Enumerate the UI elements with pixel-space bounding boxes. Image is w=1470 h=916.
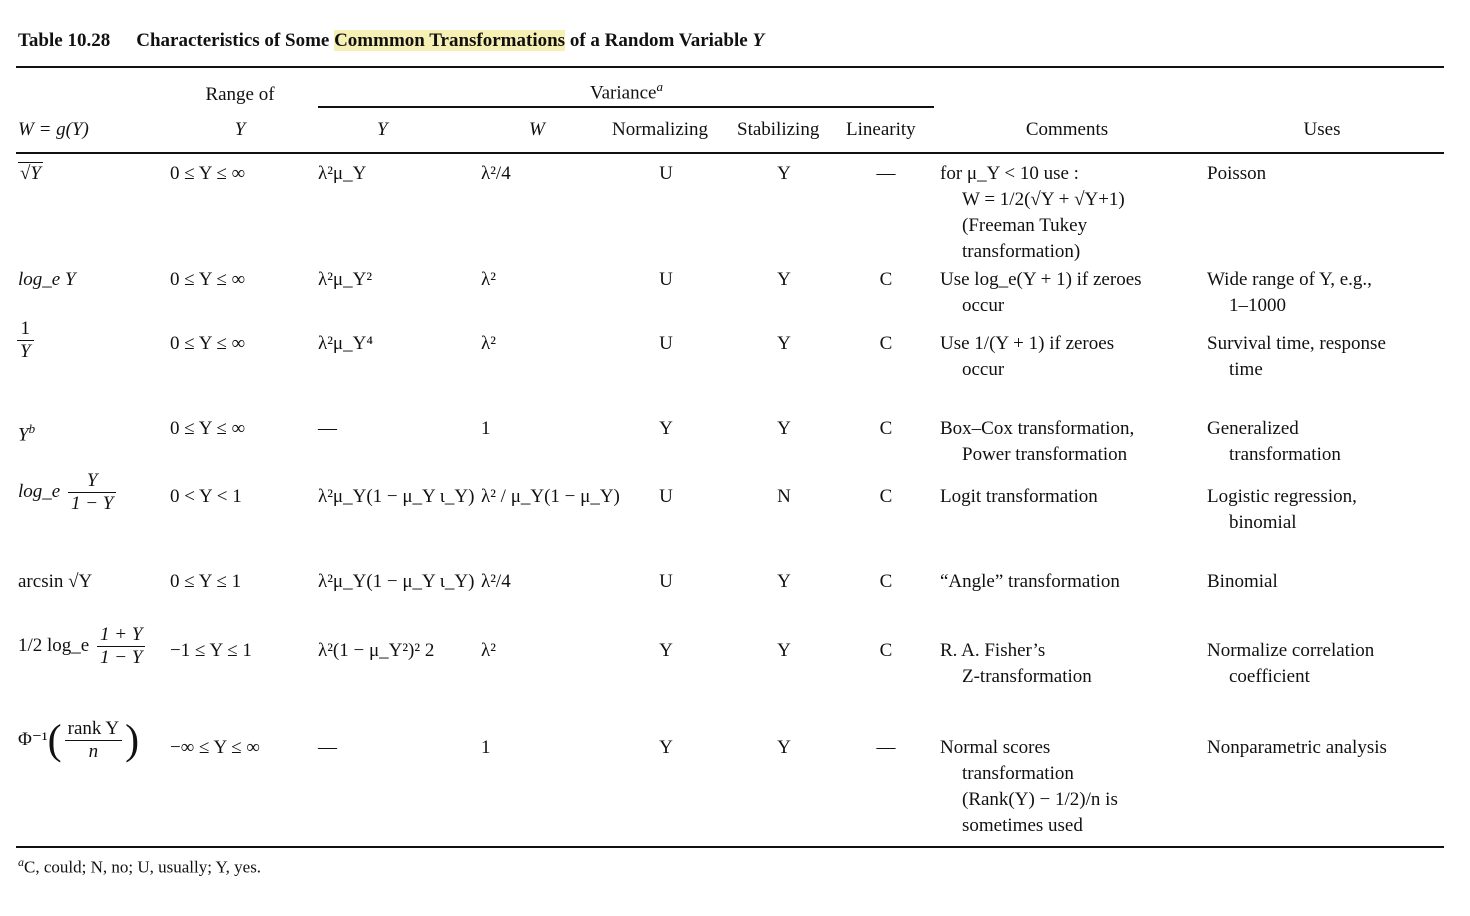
row-4-var-y: —	[318, 418, 337, 439]
transform-phi-prefix: Φ⁻¹	[18, 728, 48, 750]
use-line: Logistic regression,	[1207, 486, 1357, 507]
header-range-top: Range of	[205, 84, 275, 105]
table-caption	[18, 30, 764, 52]
right-paren-glyph: )	[125, 717, 140, 764]
header-range-bottom: Y	[234, 119, 246, 140]
caption-highlight: Commmon Transformations	[334, 30, 566, 51]
row-8-uses	[1207, 735, 1443, 761]
row-3-stabilizing: Y	[777, 333, 791, 354]
footnote	[18, 855, 261, 878]
row-7-linearity: C	[879, 640, 893, 661]
row-8-var-w: 1	[481, 737, 491, 758]
row-5-normalizing: U	[659, 486, 673, 507]
header-bottom-rule	[16, 152, 1444, 154]
row-6-uses	[1207, 569, 1443, 595]
use-line: binomial	[1229, 512, 1297, 533]
caption-title-end: of a Random Variable	[565, 30, 753, 51]
header-variance-group	[590, 74, 663, 106]
left-paren-glyph: (	[47, 717, 62, 764]
row-6-stabilizing: Y	[777, 571, 791, 592]
row-8-normalizing: Y	[659, 737, 673, 758]
row-7-uses	[1207, 638, 1443, 690]
row-1-var-y: λ²μ_Y	[318, 163, 367, 184]
row-7-normalizing: Y	[659, 640, 673, 661]
row-2-var-y: λ²μ_Y²	[318, 269, 373, 290]
row-1-comments	[940, 161, 1200, 265]
transform-logit-prefix: log_e	[18, 480, 61, 502]
row-3-comments	[940, 331, 1200, 383]
row-8-comments	[940, 735, 1200, 839]
header-variance-label: Variance	[590, 82, 657, 104]
header-linearity: Linearity	[846, 119, 916, 140]
comment-line: Z-transformation	[962, 666, 1092, 687]
transform-arcsin: arcsin √Y	[18, 571, 93, 592]
row-5-var-y: λ²μ_Y(1 − μ_Y ι_Y)	[318, 486, 475, 507]
row-2-stabilizing: Y	[777, 269, 791, 290]
row-4-uses	[1207, 416, 1443, 468]
transform-logit-num: Y	[68, 470, 116, 493]
row-5-var-w: λ² / μ_Y(1 − μ_Y)	[481, 486, 620, 507]
caption-title-start: Characteristics of Some	[136, 30, 335, 51]
row-7-range: −1 ≤ Y ≤ 1	[170, 640, 252, 661]
use-line: transformation	[1229, 444, 1341, 465]
row-1-normalizing: U	[659, 163, 673, 184]
use-line: Generalized	[1207, 418, 1299, 439]
row-5-range: 0 < Y < 1	[170, 486, 242, 507]
row-2-var-w: λ²	[481, 269, 496, 290]
row-3-var-w: λ²	[481, 333, 496, 354]
row-4-range: 0 ≤ Y ≤ ∞	[170, 418, 246, 439]
transform-phi-num: rank Y	[65, 718, 123, 741]
bottom-rule	[16, 846, 1444, 848]
row-7-stabilizing: Y	[777, 640, 791, 661]
use-line: Binomial	[1207, 571, 1278, 592]
comment-line: Box–Cox transformation,	[940, 418, 1135, 439]
header-comments: Comments	[1025, 119, 1109, 140]
transform-reciprocal-num: 1	[17, 318, 34, 341]
row-5-stabilizing: N	[777, 486, 791, 507]
row-2-comments	[940, 267, 1200, 319]
row-7-var-y: λ²(1 − μ_Y²)² 2	[318, 640, 435, 661]
comment-line: transformation)	[962, 241, 1081, 262]
row-6-var-y: λ²μ_Y(1 − μ_Y ι_Y)	[318, 571, 475, 592]
transform-phi-den: n	[88, 741, 99, 762]
header-variance-y: Y	[377, 119, 388, 140]
row-6-linearity: C	[879, 571, 893, 592]
transform-fisher	[18, 624, 148, 669]
row-1-var-w: λ²/4	[481, 163, 511, 184]
row-7-var-w: λ²	[481, 640, 496, 661]
row-5-linearity: C	[879, 486, 893, 507]
transform-power-exp: b	[28, 421, 36, 436]
transform-reciprocal-den: Y	[20, 341, 31, 362]
transform-sqrt-expr: √Y	[20, 163, 41, 184]
row-4-stabilizing: Y	[777, 418, 791, 439]
row-3-var-y: λ²μ_Y⁴	[318, 333, 373, 354]
row-2-normalizing: U	[659, 269, 673, 290]
use-line: Wide range of Y, e.g.,	[1207, 269, 1372, 290]
row-7-comments	[940, 638, 1200, 690]
row-6-range: 0 ≤ Y ≤ 1	[170, 571, 242, 592]
row-2-uses	[1207, 267, 1443, 319]
transform-reciprocal	[14, 318, 37, 363]
footnote-sup: a	[18, 855, 24, 869]
comment-line: sometimes used	[962, 815, 1083, 836]
row-8-var-y: —	[318, 737, 337, 758]
row-2-range: 0 ≤ Y ≤ ∞	[170, 269, 246, 290]
transform-fisher-num: 1 + Y	[97, 624, 145, 647]
use-line: Survival time, response	[1207, 333, 1386, 354]
comment-line: for μ_Y < 10 use :	[940, 163, 1079, 184]
footnote-text: C, could; N, no; U, usually; Y, yes.	[24, 857, 262, 877]
row-5-uses	[1207, 484, 1443, 536]
comment-line: occur	[962, 359, 1005, 380]
comment-line: “Angle” transformation	[940, 571, 1120, 592]
row-6-normalizing: U	[659, 571, 673, 592]
row-4-comments	[940, 416, 1200, 468]
row-3-range: 0 ≤ Y ≤ ∞	[170, 333, 246, 354]
header-w-col: W = g(Y)	[18, 119, 89, 140]
comment-line: Normal scores	[940, 737, 1051, 758]
transform-logit	[18, 470, 119, 515]
comment-line: (Rank(Y) − 1/2)/n is	[962, 789, 1118, 810]
comment-line: R. A. Fisher’s	[940, 640, 1046, 661]
transform-fisher-prefix: 1/2 log_e	[18, 634, 90, 656]
row-8-linearity: —	[876, 737, 896, 758]
row-3-linearity: C	[879, 333, 893, 354]
row-5-comments	[940, 484, 1200, 510]
row-8-stabilizing: Y	[777, 737, 791, 758]
comment-line: Power transformation	[962, 444, 1128, 465]
use-line: Nonparametric analysis	[1207, 737, 1387, 758]
comment-line: occur	[962, 295, 1005, 316]
use-line: time	[1229, 359, 1263, 380]
use-line: Normalize correlation	[1207, 640, 1375, 661]
row-4-var-w: 1	[481, 418, 491, 439]
transform-power	[18, 416, 35, 448]
comment-line: (Freeman Tukey	[962, 215, 1088, 236]
header-variance-w: W	[529, 119, 545, 140]
top-rule	[16, 66, 1444, 68]
transform-sqrt	[18, 161, 43, 187]
row-1-range: 0 ≤ Y ≤ ∞	[170, 163, 246, 184]
comment-line: Use 1/(Y + 1) if zeroes	[940, 333, 1115, 354]
row-1-linearity: —	[876, 163, 896, 184]
transform-power-base: Y	[18, 424, 29, 446]
header-variance-sup: a	[656, 79, 663, 94]
header-uses: Uses	[1303, 119, 1341, 140]
transform-fisher-den: 1 − Y	[100, 647, 143, 668]
row-3-uses	[1207, 331, 1443, 383]
row-6-var-w: λ²/4	[481, 571, 511, 592]
transform-log: log_e Y	[18, 269, 76, 290]
transform-phi	[18, 718, 139, 763]
comment-line: Use log_e(Y + 1) if zeroes	[940, 269, 1142, 290]
header-stabilizing: Stabilizing	[737, 119, 820, 140]
row-1-uses	[1207, 161, 1443, 187]
row-4-normalizing: Y	[659, 418, 673, 439]
use-line: Poisson	[1207, 163, 1267, 184]
use-line: 1–1000	[1229, 295, 1286, 316]
table-number: Table 10.28	[18, 30, 111, 51]
use-line: coefficient	[1229, 666, 1310, 687]
comment-line: Logit transformation	[940, 486, 1098, 507]
comment-line: transformation	[962, 763, 1074, 784]
row-4-linearity: C	[879, 418, 893, 439]
row-3-normalizing: U	[659, 333, 673, 354]
transform-logit-den: 1 − Y	[70, 493, 114, 514]
row-2-linearity: C	[879, 269, 893, 290]
comment-line: W = 1/2(√Y + √Y+1)	[962, 189, 1125, 210]
row-6-comments	[940, 569, 1200, 595]
header-normalizing: Normalizing	[612, 119, 709, 140]
caption-variable: Y	[752, 30, 765, 51]
row-8-range: −∞ ≤ Y ≤ ∞	[170, 737, 260, 758]
row-1-stabilizing: Y	[777, 163, 791, 184]
